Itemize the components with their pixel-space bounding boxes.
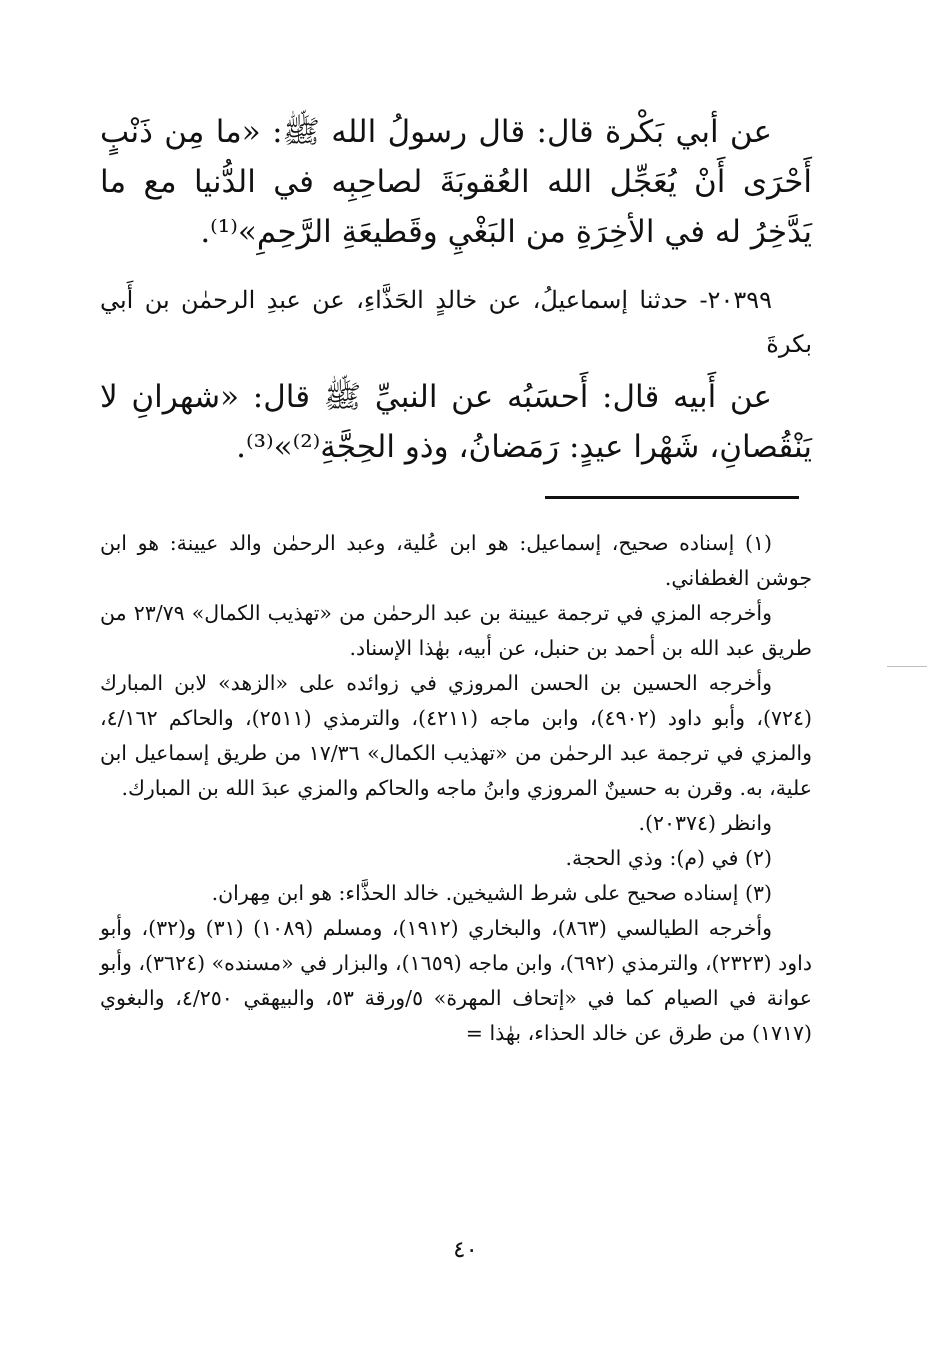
isnad-paragraph xyxy=(100,278,812,366)
footnote-1: (١) إسناده صحيح، إسماعيل: هو ابن عُلية، وعبد الرحمٰن والد عيينة: هو ابن جوشن الغطفاني. xyxy=(100,531,812,590)
footnote-divider xyxy=(545,496,799,499)
isnad-text: ٢٠٣٩٩- حدثنا إسماعيلُ، عن خالدٍ الحَذَّاءِ، عن عبدِ الرحمٰن بن أَبي بكرةَ xyxy=(100,286,812,358)
page-number: ٤٠ xyxy=(453,1237,478,1263)
hadith-paragraph xyxy=(100,107,812,257)
footnote-1-line-3: وأخرجه الحسين بن الحسن المروزي في زوائده على «الزهد» لابن المبارك (٧٢٤)، وأبو داود (٤٩٠٢)، وابن ماجه (٤٢١١)، والترمذي (٢٥١١)، والحاكم ٤/١٦٢، والمزي في ترجمة عبد الرحمٰن من «تهذيب الكمال» ١٧/٣٦ من طريق إسماعيل ابن علية، به. وقرن به حسينٌ المروزي وابنُ ماجه والحاكم والمزي عبدَ الله بن المبارك. xyxy=(100,671,812,800)
footnote-1-line-2: وأخرجه المزي في ترجمة عيينة بن عبد الرحمٰن من «تهذيب الكمال» ٢٣/٧٩ من طريق عبد الله بن أحمد بن حنبل، عن أبيه، بهٰذا الإسناد. xyxy=(100,601,812,660)
footnote-3-line-2: وأخرجه الطيالسي (٨٦٣)، والبخاري (١٩١٢)، ومسلم (١٠٨٩) (٣١) و(٣٢)، وأبو داود (٢٣٢٣)، والترمذي (٦٩٢)، وابن ماجه (١٦٥٩)، والبزار في «مسنده» (٣٦٢٤)، وأبو عوانة في الصيام كما في «إتحاف المهرة» ٥/ورقة ٥٣، والبيهقي ٤/٢٥٠، والبغوي (١٧١٧) من طرق عن خالد الحذاء، بهٰذا = xyxy=(100,916,813,1045)
hadith-text: عن أبي بَكْرة قال: قال رسولُ الله ﷺ: «ما مِن ذَنْبٍ أَحْرَى أَنْ يُعَجِّل الله العُقوبَةَ لصاحِبِه في الدُّنيا مع ما يَدَّخِرُ له في الأخِرَةِ من البَغْيِ وقَطيعَةِ الرَّحِمِ»⁽¹⁾. xyxy=(100,114,812,250)
margin-mark xyxy=(887,666,927,667)
footnotes xyxy=(100,526,812,1051)
footnote-1-line-4: وانظر (٢٠٣٧٤). xyxy=(638,811,772,835)
footnote-3: (٣) إسناده صحيح على شرط الشيخين. خالد الحذَّاء: هو ابن مِهران. xyxy=(211,881,772,905)
footnote-2: (٢) في (م): وذي الحجة. xyxy=(565,846,772,870)
hadith-paragraph-2 xyxy=(100,372,812,472)
hadith-text-2: عن أَبيه قال: أَحسَبُه عن النبيِّ ﷺ قال: «شهرانِ لا يَنْقُصانِ، شَهْرا عيدٍ: رَمَضانُ، وذو الحِجَّةِ⁽²⁾»⁽³⁾. xyxy=(100,379,812,465)
